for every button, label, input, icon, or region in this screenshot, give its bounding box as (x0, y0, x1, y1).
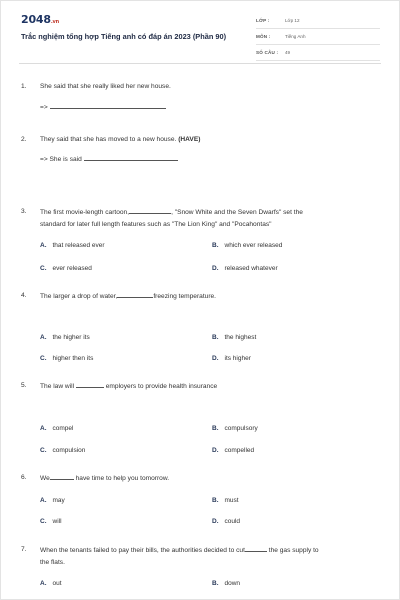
option-b[interactable]: B. the highest (212, 334, 257, 341)
question-number: 2. (21, 136, 27, 143)
option-c[interactable]: C. compulsion (40, 447, 86, 454)
question-text: She said that she really liked her new house. (40, 83, 171, 90)
answer-line[interactable]: => She is said (40, 155, 178, 163)
question-text: They said that she has moved to a new house. (HAVE) (40, 136, 201, 143)
question-number: 6. (21, 474, 27, 481)
question-text-line2: standard for later full length features such as "The Lion King" and "Pocahontas" (40, 221, 272, 228)
option-a[interactable]: A. compel (40, 425, 74, 432)
meta-box (256, 16, 380, 64)
meta-label: SỐ CÂU : (256, 50, 279, 55)
question-text: The larger a drop of water, freezing temperature. (40, 293, 217, 300)
option-a[interactable]: A. the higher its (40, 334, 90, 341)
option-c[interactable]: C. will (40, 518, 62, 525)
site-logo[interactable]: 2048.vn (21, 13, 59, 26)
question-number: 4. (21, 292, 27, 299)
option-b[interactable]: B. down (212, 580, 241, 587)
meta-value: Lớp 12 (285, 18, 300, 23)
question-number: 3. (21, 208, 27, 215)
answer-line[interactable]: => (40, 103, 166, 111)
meta-row-count (256, 48, 380, 61)
meta-label: LỚP : (256, 18, 270, 23)
page-title: Trắc nghiệm tổng hợp Tiếng anh có đáp án 2023 (Phần 90) (21, 32, 227, 41)
question-text: The law will employers to provide health insurance (40, 383, 218, 390)
option-c[interactable]: C. ever released (40, 265, 92, 272)
option-d[interactable]: D. compelled (212, 447, 255, 454)
option-b[interactable]: B. which ever released (212, 242, 283, 249)
meta-value: Tiếng Anh (285, 34, 306, 39)
option-a[interactable]: A. that released ever (40, 242, 105, 249)
option-a[interactable]: A. may (40, 497, 65, 504)
question-number: 1. (21, 83, 27, 90)
question-number: 5. (21, 382, 27, 389)
option-d[interactable]: D. released whatever (212, 265, 278, 272)
question-text: When the tenants failed to pay their bills, the authorities decided to cut the gas supply to (40, 547, 319, 554)
option-d[interactable]: D. could (212, 518, 241, 525)
meta-row-subject (256, 32, 380, 45)
question-text: We have time to help you tomorrow. (40, 475, 170, 482)
question-text: The first movie-length cartoon, , "Snow White and the Seven Dwarfs" set the (40, 209, 303, 216)
meta-row-class (256, 16, 380, 29)
meta-value: 49 (285, 50, 291, 55)
header-divider (19, 63, 381, 64)
option-c[interactable]: C. higher then its (40, 355, 94, 362)
header (1, 1, 400, 59)
option-a[interactable]: A. out (40, 580, 62, 587)
meta-label: MÔN : (256, 34, 271, 39)
question-number: 7. (21, 546, 27, 553)
option-b[interactable]: B. must (212, 497, 239, 504)
option-b[interactable]: B. compulsory (212, 425, 258, 432)
option-d[interactable]: D. its higher (212, 355, 251, 362)
question-text-line2: the flats. (40, 559, 65, 566)
